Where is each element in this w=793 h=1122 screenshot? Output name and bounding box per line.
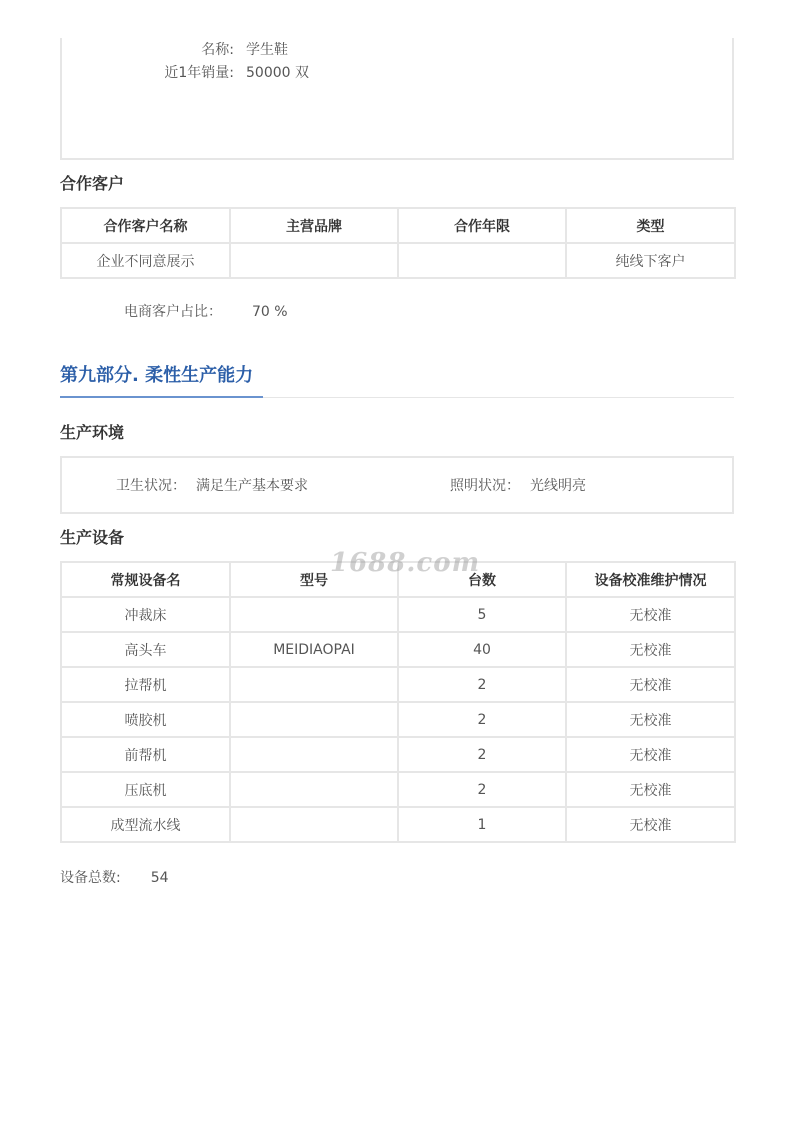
equipment-model-cell: MEIDIAOPAI bbox=[230, 632, 398, 667]
partner-name-cell: 企业不同意展示 bbox=[61, 243, 230, 278]
ecommerce-ratio-label: 电商客户占比： bbox=[124, 304, 222, 320]
equipment-name-cell: 前帮机 bbox=[61, 737, 230, 772]
equipment-header-row bbox=[61, 562, 735, 597]
equipment-model-cell bbox=[230, 597, 398, 632]
part9-title: 第九部分. 柔性生产能力 bbox=[60, 365, 254, 386]
lighting-item bbox=[450, 476, 586, 496]
equipment-model-cell bbox=[230, 667, 398, 702]
equipment-name-cell: 冲裁床 bbox=[61, 597, 230, 632]
table-row bbox=[61, 772, 735, 807]
product-name-row bbox=[62, 40, 736, 60]
partners-header-type: 类型 bbox=[566, 208, 735, 243]
equipment-calibration-cell: 无校准 bbox=[566, 632, 735, 667]
product-sales-row bbox=[62, 63, 736, 83]
product-sales-label: 近1年销量: bbox=[164, 65, 234, 81]
environment-title: 生产环境 bbox=[60, 423, 125, 442]
equipment-total-value: 54 bbox=[150, 870, 169, 886]
equipment-name-cell: 压底机 bbox=[61, 772, 230, 807]
equipment-count-cell: 5 bbox=[398, 597, 566, 632]
lighting-label: 照明状况： bbox=[450, 478, 520, 494]
partners-header-row bbox=[61, 208, 735, 243]
partners-header-name: 合作客户名称 bbox=[61, 208, 230, 243]
equipment-count-cell: 2 bbox=[398, 702, 566, 737]
equipment-name-cell: 拉帮机 bbox=[61, 667, 230, 702]
table-row bbox=[61, 632, 735, 667]
hygiene-label: 卫生状况： bbox=[116, 478, 186, 494]
product-summary-box bbox=[60, 38, 734, 160]
hygiene-item bbox=[116, 476, 308, 496]
equipment-calibration-cell: 无校准 bbox=[566, 772, 735, 807]
partners-title: 合作客户 bbox=[60, 174, 125, 193]
equipment-model-cell bbox=[230, 737, 398, 772]
product-name-value: 学生鞋 bbox=[246, 42, 288, 58]
equipment-header-calibration: 设备校准维护情况 bbox=[566, 562, 735, 597]
equipment-name-cell: 成型流水线 bbox=[61, 807, 230, 842]
equipment-count-cell: 2 bbox=[398, 772, 566, 807]
ecommerce-ratio-row bbox=[124, 302, 288, 322]
equipment-model-cell bbox=[230, 702, 398, 737]
equipment-calibration-cell: 无校准 bbox=[566, 737, 735, 772]
partner-type-cell: 纯线下客户 bbox=[566, 243, 735, 278]
equipment-count-cell: 1 bbox=[398, 807, 566, 842]
equipment-table bbox=[60, 561, 736, 843]
watermark-logo: 1688.com bbox=[330, 548, 481, 578]
equipment-header-model: 型号 bbox=[230, 562, 398, 597]
product-sales-value: 50000 双 bbox=[246, 65, 309, 81]
partner-years-cell bbox=[398, 243, 566, 278]
partners-table bbox=[60, 207, 736, 279]
environment-box bbox=[60, 456, 734, 514]
table-row bbox=[61, 667, 735, 702]
equipment-header-count: 台数 bbox=[398, 562, 566, 597]
equipment-model-cell bbox=[230, 772, 398, 807]
part9-underline bbox=[60, 396, 263, 398]
equipment-calibration-cell: 无校准 bbox=[566, 702, 735, 737]
partners-header-years: 合作年限 bbox=[398, 208, 566, 243]
table-row bbox=[61, 737, 735, 772]
equipment-count-cell: 2 bbox=[398, 737, 566, 772]
ecommerce-ratio-value: 70 % bbox=[252, 304, 288, 320]
partner-brand-cell bbox=[230, 243, 398, 278]
equipment-calibration-cell: 无校准 bbox=[566, 667, 735, 702]
equipment-count-cell: 2 bbox=[398, 667, 566, 702]
table-row bbox=[61, 702, 735, 737]
equipment-count-cell: 40 bbox=[398, 632, 566, 667]
equipment-calibration-cell: 无校准 bbox=[566, 597, 735, 632]
equipment-header-name: 常规设备名 bbox=[61, 562, 230, 597]
table-row bbox=[61, 807, 735, 842]
lighting-value: 光线明亮 bbox=[530, 478, 586, 494]
equipment-title: 生产设备 bbox=[60, 528, 125, 547]
equipment-name-cell: 高头车 bbox=[61, 632, 230, 667]
equipment-total-row bbox=[60, 868, 169, 888]
hygiene-value: 满足生产基本要求 bbox=[196, 478, 308, 494]
table-row bbox=[61, 243, 735, 278]
partners-header-brand: 主营品牌 bbox=[230, 208, 398, 243]
table-row bbox=[61, 597, 735, 632]
equipment-calibration-cell: 无校准 bbox=[566, 807, 735, 842]
product-name-label: 名称: bbox=[201, 42, 234, 58]
equipment-name-cell: 喷胶机 bbox=[61, 702, 230, 737]
equipment-total-label: 设备总数: bbox=[60, 870, 121, 886]
equipment-model-cell bbox=[230, 807, 398, 842]
part9-heading bbox=[60, 362, 734, 398]
